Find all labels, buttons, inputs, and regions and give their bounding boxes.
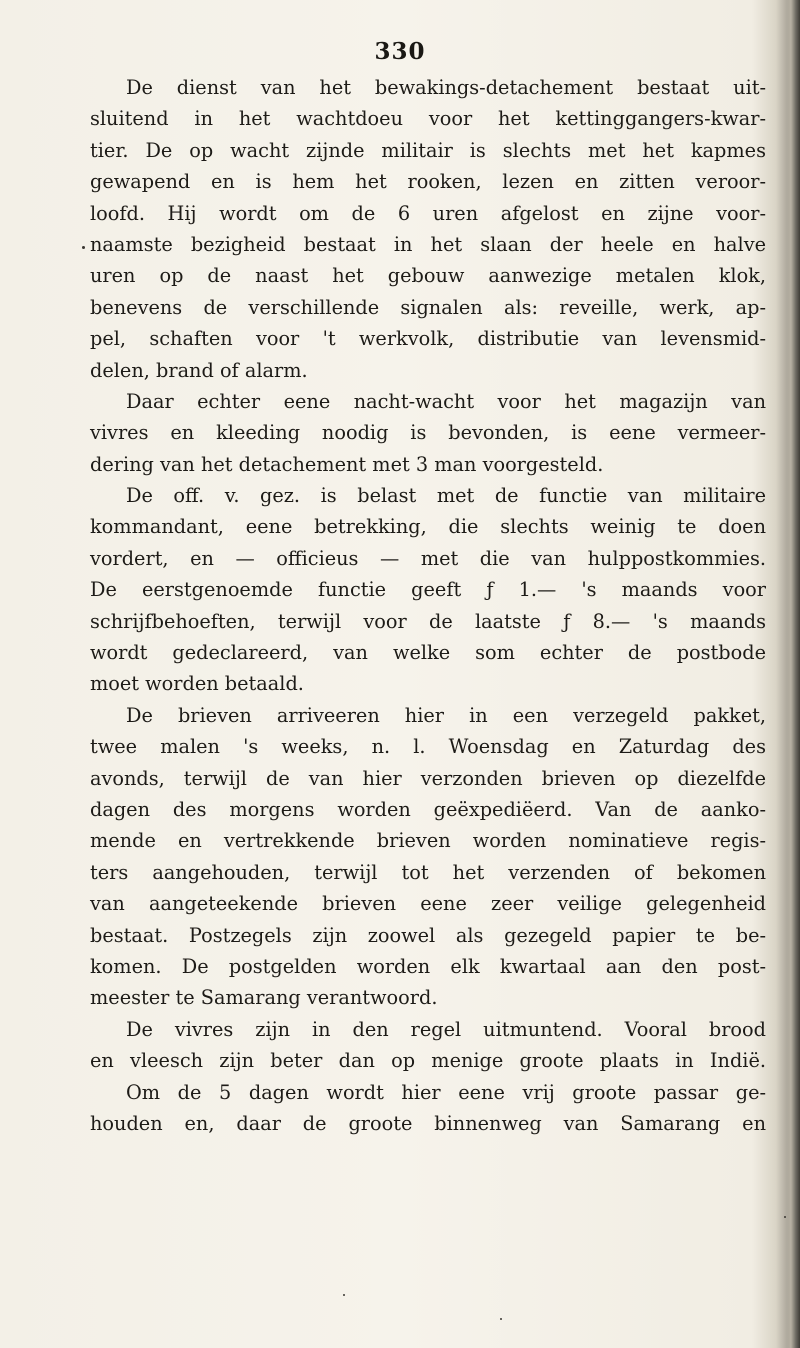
- text-line: uren op de naast het gebouw aanwezige metalen klok,: [90, 264, 766, 288]
- text-line: De brieven arriveeren hier in een verzegeld pakket,: [126, 703, 766, 727]
- text-line: sluitend in het wachtdoeu voor het kettinggangers-kwar-: [90, 107, 766, 131]
- text-line: loofd. Hij wordt om de 6 uren afgelost en zijne voor-: [90, 201, 766, 225]
- text-line: komen. De postgelden worden elk kwartaal aan den post-: [90, 954, 766, 978]
- text-line: De dienst van het bewakings-detachement bestaat uit-: [126, 76, 766, 99]
- text-line: naamste bezigheid bestaat in het slaan der heele en halve: [90, 232, 766, 256]
- text-line: meester te Samarang verantwoord.: [90, 986, 438, 1010]
- paper-speck: [784, 1216, 786, 1218]
- text-line: twee malen 's weeks, n. l. Woensdag en Zaturdag des: [90, 735, 766, 759]
- paper-speck: [343, 1294, 345, 1296]
- body-text: [90, 72, 766, 1139]
- text-line: kommandant, eene betrekking, die slechts weinig te doen: [90, 515, 766, 539]
- text-line: avonds, terwijl de van hier verzonden brieven op diezelfde: [90, 766, 766, 790]
- text-line: van aangeteekende brieven eene zeer veilige gelegenheid: [90, 892, 766, 916]
- text-line: wordt gedeclareerd, van welke som echter de postbode: [90, 641, 766, 665]
- text-line: tier. De op wacht zijnde militair is slechts met het kapmes: [90, 138, 766, 162]
- text-line: vordert, en — officieus — met die van hulppostkommies.: [90, 546, 766, 570]
- text-line: bestaat. Postzegels zijn zoowel als gezegeld papier te be-: [90, 923, 766, 947]
- text-line: pel, schaften voor 't werkvolk, distributie van levensmid-: [90, 327, 766, 351]
- text-line: De eerstgenoemde functie geeft ƒ 1.— 's maands voor: [90, 578, 766, 602]
- text-line: vivres en kleeding noodig is bevonden, is eene vermeer-: [90, 421, 766, 445]
- text-line: Om de 5 dagen wordt hier eene vrij groote passar ge-: [126, 1080, 766, 1104]
- text-line: benevens de verschillende signalen als: reveille, werk, ap-: [90, 295, 766, 319]
- text-line: schrijfbehoeften, terwijl voor de laatste ƒ 8.— 's maands: [90, 609, 766, 633]
- text-line: Daar echter eene nacht-wacht voor het magazijn van: [126, 389, 766, 413]
- text-line: dering van het detachement met 3 man voorgesteld.: [90, 452, 604, 476]
- text-line: De off. v. gez. is belast met de functie van militaire: [126, 484, 766, 508]
- text-line: dagen des morgens worden geëxpediëerd. Van de aanko-: [90, 797, 766, 821]
- text-line: gewapend en is hem het rooken, lezen en zitten veroor-: [90, 170, 766, 194]
- text-line: delen, brand of alarm.: [90, 358, 308, 382]
- text-line: moet worden betaald.: [90, 672, 304, 696]
- text-line: ters aangehouden, terwijl tot het verzenden of bekomen: [90, 860, 766, 884]
- paper-speck: [500, 1318, 502, 1320]
- text-line: en vleesch zijn beter dan op menige groote plaats in Indië.: [90, 1049, 766, 1073]
- paper-speck: [82, 246, 85, 249]
- text-line: mende en vertrekkende brieven worden nominatieve regis-: [90, 829, 766, 853]
- page-edge-shadow: [786, 0, 800, 1348]
- page-number: 330: [374, 38, 426, 65]
- text-line: houden en, daar de groote binnenweg van Samarang en: [90, 1111, 766, 1135]
- text-line: De vivres zijn in den regel uitmuntend. Vooral brood: [126, 1017, 766, 1041]
